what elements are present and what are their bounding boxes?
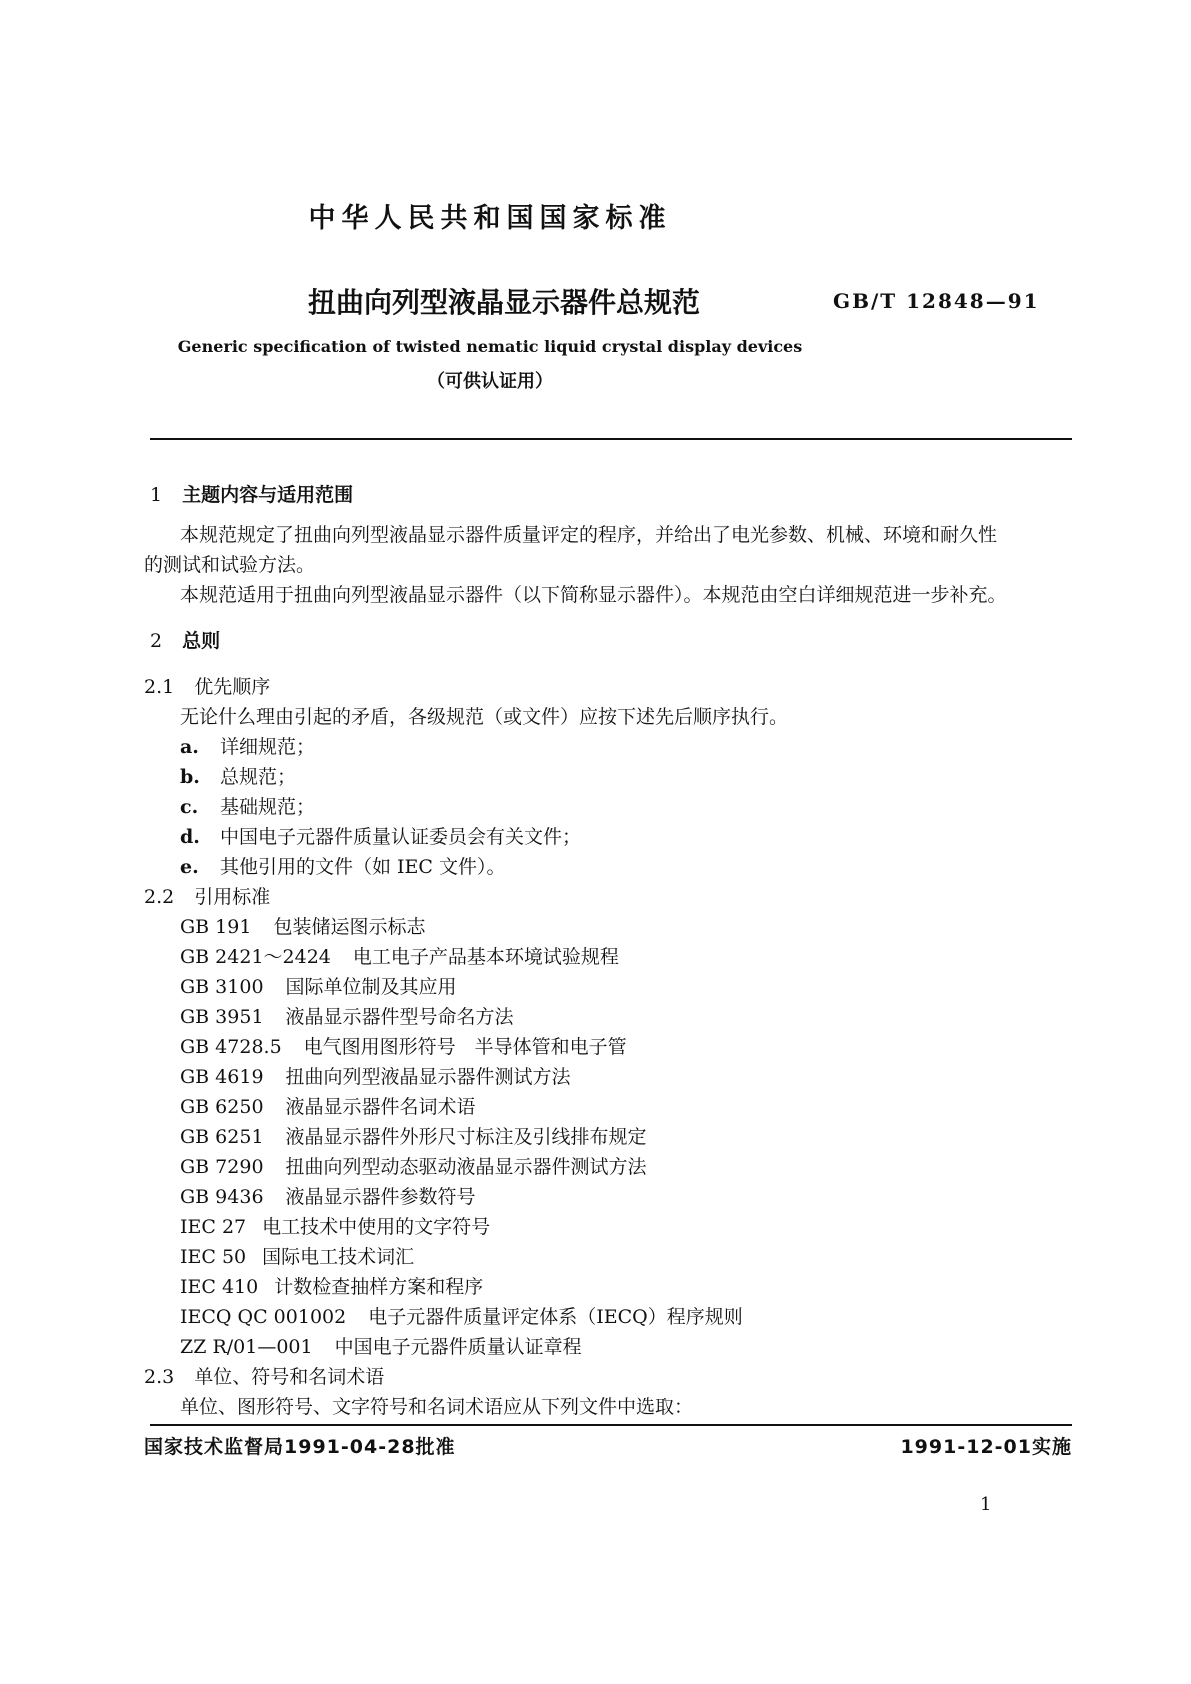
reference-title: 国际电工技术词汇: [262, 1246, 415, 1268]
reference-code: IEC 50: [180, 1246, 247, 1268]
reference-code: IEC 27: [180, 1216, 247, 1238]
reference-item: [180, 1126, 647, 1148]
section-1-para2: 本规范适用于扭曲向列型液晶显示器件（以下简称显示器件）。本规范由空白详细规范进一步补充。: [180, 584, 1007, 606]
reference-title: 国际单位制及其应用: [285, 976, 457, 998]
priority-list-text: 总规范；: [220, 766, 297, 788]
reference-title: 计数检查抽样方案和程序: [274, 1276, 484, 1298]
standard-org: 中华人民共和国国家标准: [308, 203, 672, 234]
priority-list-label: b.: [180, 766, 200, 788]
section-1-number: 1: [150, 484, 163, 506]
footer-divider: [150, 1424, 1072, 1426]
reference-title: 液晶显示器件外形尺寸标注及引线排布规定: [285, 1126, 647, 1148]
header-divider: [150, 438, 1072, 440]
subsection-2-1-heading: [144, 676, 270, 698]
priority-list-label: c.: [180, 796, 199, 818]
certification-note: （可供认证用）: [427, 371, 553, 392]
reference-code: GB 2421～2424: [180, 946, 331, 968]
reference-item: [180, 916, 425, 938]
section-1-para1-line1: 本规范规定了扭曲向列型液晶显示器件质量评定的程序，并给出了电光参数、机械、环境和耐久性: [180, 524, 998, 546]
reference-item: [180, 1066, 571, 1088]
reference-title: 电工电子产品基本环境试验规程: [352, 946, 619, 968]
section-2-title: 总则: [182, 630, 221, 652]
effective-date: 1991-12-01实施: [900, 1436, 1072, 1458]
subsection-2-2-number: 2.2: [144, 886, 175, 908]
document-title: 扭曲向列型液晶显示器件总规范: [308, 286, 701, 319]
priority-list-item: [180, 796, 315, 818]
priority-list-item: [180, 736, 315, 758]
reference-item: [180, 1336, 582, 1358]
reference-item: [180, 946, 619, 968]
section-2-number: 2: [150, 630, 163, 652]
page-number: 1: [980, 1494, 992, 1515]
reference-code: GB 191: [180, 916, 252, 938]
reference-item: [180, 1186, 476, 1208]
reference-item: [180, 1036, 627, 1058]
subsection-2-1-number: 2.1: [144, 676, 175, 698]
subsection-2-3-title: 单位、符号和名词术语: [194, 1366, 385, 1388]
reference-title: 液晶显示器件型号命名方法: [285, 1006, 514, 1028]
priority-list-text: 中国电子元器件质量认证委员会有关文件；: [220, 826, 582, 848]
reference-item: [180, 1006, 514, 1028]
priority-list-text: 基础规范；: [220, 796, 316, 818]
reference-title: 电气图用图形符号 半导体管和电子管: [303, 1036, 627, 1058]
reference-code: GB 7290: [180, 1156, 264, 1178]
reference-code: IECQ QC 001002: [180, 1306, 347, 1328]
reference-title: 电子元器件质量评定体系（IECQ）程序规则: [368, 1306, 743, 1328]
reference-item: [180, 1306, 743, 1328]
reference-code: GB 6250: [180, 1096, 264, 1118]
priority-list-item: [180, 766, 296, 788]
priority-list-label: a.: [180, 736, 199, 758]
section-1-para1-line2: 的测试和试验方法。: [144, 554, 316, 576]
priority-list-item: [180, 856, 506, 878]
subsection-2-2-heading: [144, 886, 270, 908]
reference-code: IEC 410: [180, 1276, 259, 1298]
subsection-2-3-intro: 单位、图形符号、文字符号和名词术语应从下列文件中选取：: [180, 1396, 694, 1418]
standard-code: GB/T 12848—91: [833, 289, 1040, 313]
reference-title: 液晶显示器件名词术语: [285, 1096, 476, 1118]
document-title-english: Generic specification of twisted nematic liquid crystal display devices: [177, 337, 803, 356]
reference-item: [180, 1156, 647, 1178]
priority-list-text: 其他引用的文件（如 IEC 文件）。: [220, 856, 506, 878]
reference-code: GB 6251: [180, 1126, 264, 1148]
subsection-2-3-heading: [144, 1366, 384, 1388]
subsection-2-1-title: 优先顺序: [194, 676, 271, 698]
reference-title: 中国电子元器件质量认证章程: [334, 1336, 582, 1358]
reference-item: [180, 1276, 483, 1298]
reference-code: GB 4619: [180, 1066, 264, 1088]
reference-code: ZZ R/01—001: [180, 1336, 313, 1358]
reference-item: [180, 976, 457, 998]
reference-title: 液晶显示器件参数符号: [285, 1186, 476, 1208]
subsection-2-2-title: 引用标准: [194, 886, 271, 908]
priority-list-item: [180, 826, 581, 848]
reference-item: [180, 1216, 490, 1238]
section-1-heading: [150, 484, 353, 506]
subsection-2-1-intro: 无论什么理由引起的矛盾，各级规范（或文件）应按下述先后顺序执行。: [180, 706, 789, 728]
section-2-heading: [150, 630, 220, 652]
reference-title: 电工技术中使用的文字符号: [262, 1216, 491, 1238]
reference-item: [180, 1096, 476, 1118]
reference-code: GB 3100: [180, 976, 264, 998]
priority-list-label: d.: [180, 826, 200, 848]
reference-title: 包装储运图示标志: [273, 916, 426, 938]
reference-code: GB 9436: [180, 1186, 264, 1208]
reference-title: 扭曲向列型液晶显示器件测试方法: [285, 1066, 571, 1088]
priority-list-text: 详细规范；: [220, 736, 316, 758]
reference-item: [180, 1246, 414, 1268]
reference-code: GB 4728.5: [180, 1036, 282, 1058]
approval-line: 国家技术监督局1991-04-28批准: [144, 1436, 456, 1458]
subsection-2-3-number: 2.3: [144, 1366, 175, 1388]
section-1-title: 主题内容与适用范围: [182, 484, 354, 506]
reference-code: GB 3951: [180, 1006, 264, 1028]
reference-title: 扭曲向列型动态驱动液晶显示器件测试方法: [285, 1156, 647, 1178]
priority-list-label: e.: [180, 856, 199, 878]
